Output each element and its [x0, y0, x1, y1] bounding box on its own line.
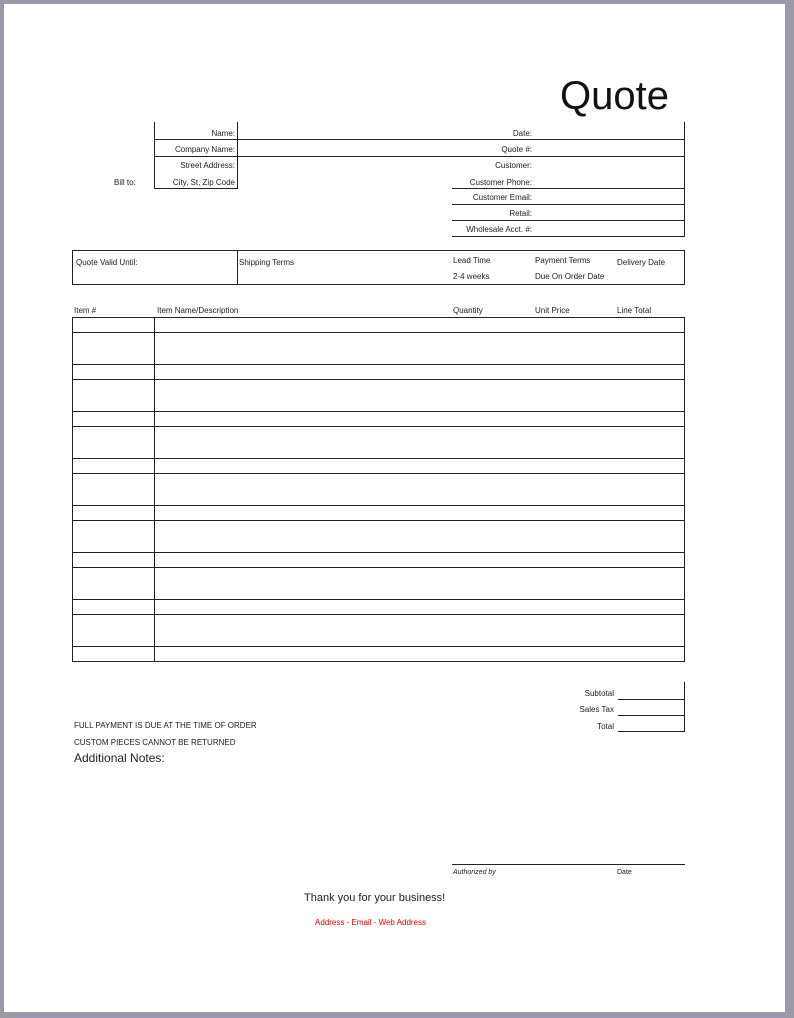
- item-number-cell[interactable]: [73, 459, 155, 474]
- item-description-cell[interactable]: [155, 600, 685, 615]
- returns-note: CUSTOM PIECES CANNOT BE RETURNED: [74, 738, 236, 747]
- divider: [452, 220, 685, 221]
- table-row: [73, 333, 685, 365]
- total-label: Total: [597, 722, 614, 731]
- table-row: [73, 427, 685, 459]
- item-description-cell[interactable]: [155, 427, 685, 459]
- divider: [452, 236, 685, 237]
- additional-notes-label: Additional Notes:: [74, 751, 165, 765]
- quote-number-label: Quote #:: [501, 145, 532, 154]
- items-table: [72, 317, 685, 662]
- table-row: [73, 568, 685, 600]
- divider: [237, 122, 238, 188]
- divider: [154, 156, 685, 157]
- table-row: [73, 553, 685, 568]
- thank-you-text: Thank you for your business!: [304, 892, 446, 904]
- divider: [154, 139, 685, 140]
- table-row: [73, 365, 685, 380]
- retail-label: Retail:: [509, 209, 532, 218]
- signature-line: [452, 864, 685, 865]
- table-row: [73, 318, 685, 333]
- table-row: [73, 506, 685, 521]
- divider: [618, 699, 685, 700]
- table-row: [73, 600, 685, 615]
- divider: [237, 250, 238, 285]
- customer-label: Customer:: [495, 161, 532, 170]
- payment-note: FULL PAYMENT IS DUE AT THE TIME OF ORDER: [74, 721, 257, 730]
- header-line-total: Line Total: [617, 306, 652, 315]
- item-description-cell[interactable]: [155, 568, 685, 600]
- item-number-cell[interactable]: [73, 553, 155, 568]
- city-label: City, St, Zip Code: [172, 178, 235, 187]
- payment-terms-label: Payment Terms: [535, 256, 591, 265]
- item-description-cell[interactable]: [155, 474, 685, 506]
- table-row: [73, 459, 685, 474]
- item-description-cell[interactable]: [155, 459, 685, 474]
- sales-tax-label: Sales Tax: [579, 705, 614, 714]
- street-label: Street Address:: [180, 161, 235, 170]
- item-number-cell[interactable]: [73, 615, 155, 647]
- divider: [154, 188, 238, 189]
- company-label: Company Name:: [174, 145, 235, 154]
- date-label: Date:: [512, 129, 532, 138]
- customer-phone-label: Customer Phone:: [469, 178, 532, 187]
- name-label: Name:: [211, 129, 235, 138]
- header-description: Item Name/Description: [157, 306, 239, 315]
- item-description-cell[interactable]: [155, 615, 685, 647]
- table-row: [73, 647, 685, 662]
- subtotal-label: Subtotal: [584, 689, 614, 698]
- table-row: [73, 615, 685, 647]
- item-description-cell[interactable]: [155, 412, 685, 427]
- contact-info: Address - Email - Web Address: [315, 918, 427, 927]
- item-number-cell[interactable]: [73, 568, 155, 600]
- shipping-terms-label: Shipping Terms: [239, 258, 294, 267]
- item-number-cell[interactable]: [73, 318, 155, 333]
- item-description-cell[interactable]: [155, 333, 685, 365]
- item-number-cell[interactable]: [73, 647, 155, 662]
- wholesale-label: Wholesale Acct. #:: [466, 225, 532, 234]
- divider: [452, 188, 685, 189]
- table-row: [73, 474, 685, 506]
- item-number-cell[interactable]: [73, 521, 155, 553]
- item-number-cell[interactable]: [73, 427, 155, 459]
- item-description-cell[interactable]: [155, 647, 685, 662]
- item-number-cell[interactable]: [73, 380, 155, 412]
- lead-time-value: 2-4 weeks: [453, 272, 490, 281]
- item-description-cell[interactable]: [155, 365, 685, 380]
- header-unit-price: Unit Price: [535, 306, 570, 315]
- divider: [684, 682, 685, 732]
- item-number-cell[interactable]: [73, 412, 155, 427]
- table-row: [73, 521, 685, 553]
- payment-terms-value: Due On Order Date: [535, 272, 605, 281]
- item-number-cell[interactable]: [73, 474, 155, 506]
- item-number-cell[interactable]: [73, 506, 155, 521]
- item-number-cell[interactable]: [73, 600, 155, 615]
- divider: [618, 715, 685, 716]
- valid-until-label: Quote Valid Until:: [76, 258, 138, 267]
- item-description-cell[interactable]: [155, 506, 685, 521]
- table-row: [73, 380, 685, 412]
- item-description-cell[interactable]: [155, 380, 685, 412]
- table-row: [73, 412, 685, 427]
- page-title: Quote: [560, 74, 669, 118]
- delivery-date-label: Delivery Date: [617, 258, 666, 267]
- item-number-cell[interactable]: [73, 365, 155, 380]
- bill-to-label: Bill to:: [114, 178, 136, 187]
- item-number-cell[interactable]: [73, 333, 155, 365]
- quote-page: [4, 4, 785, 1012]
- customer-email-label: Customer Email:: [472, 193, 532, 202]
- header-item-number: Item #: [74, 306, 97, 315]
- item-description-cell[interactable]: [155, 318, 685, 333]
- divider: [452, 204, 685, 205]
- item-description-cell[interactable]: [155, 521, 685, 553]
- authorized-by-label: Authorized by: [453, 869, 496, 876]
- divider: [618, 731, 685, 732]
- item-description-cell[interactable]: [155, 553, 685, 568]
- header-quantity: Quantity: [453, 306, 483, 315]
- lead-time-label: Lead Time: [453, 256, 491, 265]
- signature-date-label: Date: [617, 869, 632, 876]
